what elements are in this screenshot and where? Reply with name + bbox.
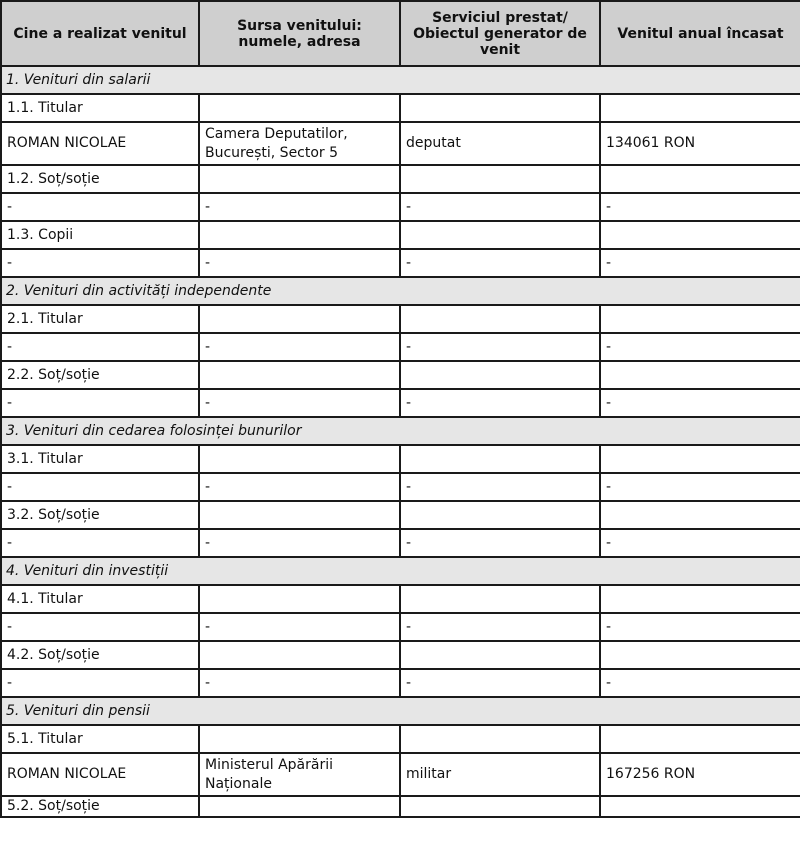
cell-source: - xyxy=(199,529,400,557)
cell-source: - xyxy=(199,613,400,641)
table-row xyxy=(1,613,800,641)
cell-who: - xyxy=(1,193,199,221)
empty-cell xyxy=(199,796,400,817)
cell-income: - xyxy=(600,613,800,641)
cell-who: - xyxy=(1,473,199,501)
empty-cell xyxy=(600,641,800,669)
table-row xyxy=(1,669,800,697)
cell-service: - xyxy=(400,389,600,417)
cell-who: - xyxy=(1,333,199,361)
empty-cell xyxy=(400,585,600,613)
empty-cell xyxy=(400,361,600,389)
cell-source: - xyxy=(199,333,400,361)
table-row xyxy=(1,193,800,221)
header-who: Cine a realizat venitul xyxy=(1,1,199,66)
subsection-label: 5.2. Soț/soție xyxy=(1,796,199,817)
empty-cell xyxy=(400,94,600,122)
cell-source: - xyxy=(199,473,400,501)
section-title: 2. Venituri din activități independente xyxy=(1,277,800,305)
cell-source: - xyxy=(199,249,400,277)
cell-source: - xyxy=(199,193,400,221)
empty-cell xyxy=(400,725,600,753)
empty-cell xyxy=(600,501,800,529)
subsection-label: 1.1. Titular xyxy=(1,94,199,122)
empty-cell xyxy=(600,585,800,613)
cell-service: - xyxy=(400,473,600,501)
cell-service: - xyxy=(400,333,600,361)
subsection-row xyxy=(1,725,800,753)
empty-cell xyxy=(400,165,600,193)
table-row xyxy=(1,122,800,165)
cell-service: - xyxy=(400,249,600,277)
table-row xyxy=(1,753,800,796)
cell-source: - xyxy=(199,389,400,417)
empty-cell xyxy=(199,725,400,753)
cell-income: - xyxy=(600,389,800,417)
empty-cell xyxy=(600,725,800,753)
empty-cell xyxy=(199,305,400,333)
cell-income: - xyxy=(600,249,800,277)
cell-income: - xyxy=(600,193,800,221)
section-row xyxy=(1,417,800,445)
header-row xyxy=(1,1,800,66)
subsection-label: 2.1. Titular xyxy=(1,305,199,333)
subsection-label: 2.2. Soț/soție xyxy=(1,361,199,389)
cell-who: ROMAN NICOLAE xyxy=(1,122,199,165)
section-title: 1. Venituri din salarii xyxy=(1,66,800,94)
cell-service: - xyxy=(400,193,600,221)
cell-service: deputat xyxy=(400,122,600,165)
table-row xyxy=(1,333,800,361)
section-row xyxy=(1,277,800,305)
empty-cell xyxy=(199,585,400,613)
table-row xyxy=(1,529,800,557)
cell-who: - xyxy=(1,249,199,277)
cell-service: - xyxy=(400,669,600,697)
cell-income: 134061 RON xyxy=(600,122,800,165)
section-row xyxy=(1,697,800,725)
cell-income: - xyxy=(600,473,800,501)
subsection-label: 4.2. Soț/soție xyxy=(1,641,199,669)
subsection-row xyxy=(1,445,800,473)
empty-cell xyxy=(400,221,600,249)
header-source: Sursa venitului: numele, adresa xyxy=(199,1,400,66)
subsection-row xyxy=(1,796,800,817)
cell-source: Ministerul Apărării Naționale xyxy=(199,753,400,796)
section-title: 5. Venituri din pensii xyxy=(1,697,800,725)
empty-cell xyxy=(600,165,800,193)
empty-cell xyxy=(600,796,800,817)
empty-cell xyxy=(199,94,400,122)
empty-cell xyxy=(600,361,800,389)
cell-income: 167256 RON xyxy=(600,753,800,796)
empty-cell xyxy=(199,641,400,669)
empty-cell xyxy=(600,94,800,122)
cell-service: - xyxy=(400,529,600,557)
subsection-row xyxy=(1,94,800,122)
subsection-label: 1.2. Soț/soție xyxy=(1,165,199,193)
cell-income: - xyxy=(600,529,800,557)
cell-service: militar xyxy=(400,753,600,796)
section-row xyxy=(1,557,800,585)
cell-who: - xyxy=(1,389,199,417)
cell-source: - xyxy=(199,669,400,697)
empty-cell xyxy=(400,501,600,529)
empty-cell xyxy=(400,796,600,817)
cell-who: - xyxy=(1,529,199,557)
subsection-row xyxy=(1,305,800,333)
empty-cell xyxy=(199,165,400,193)
subsection-label: 4.1. Titular xyxy=(1,585,199,613)
subsection-row xyxy=(1,361,800,389)
cell-who: - xyxy=(1,613,199,641)
section-row xyxy=(1,66,800,94)
cell-who: ROMAN NICOLAE xyxy=(1,753,199,796)
subsection-row xyxy=(1,165,800,193)
subsection-row xyxy=(1,641,800,669)
empty-cell xyxy=(600,445,800,473)
subsection-label: 3.2. Soț/soție xyxy=(1,501,199,529)
cell-income: - xyxy=(600,333,800,361)
table-row xyxy=(1,473,800,501)
table-row xyxy=(1,389,800,417)
table-row xyxy=(1,249,800,277)
empty-cell xyxy=(199,361,400,389)
header-service: Serviciul prestat/ Obiectul generator de venit xyxy=(400,1,600,66)
header-income: Venitul anual încasat xyxy=(600,1,800,66)
empty-cell xyxy=(600,221,800,249)
table-body xyxy=(1,66,800,817)
subsection-row xyxy=(1,585,800,613)
subsection-row xyxy=(1,221,800,249)
empty-cell xyxy=(199,501,400,529)
subsection-label: 1.3. Copii xyxy=(1,221,199,249)
cell-service: - xyxy=(400,613,600,641)
subsection-label: 3.1. Titular xyxy=(1,445,199,473)
section-title: 4. Venituri din investiții xyxy=(1,557,800,585)
cell-who: - xyxy=(1,669,199,697)
empty-cell xyxy=(600,305,800,333)
empty-cell xyxy=(400,445,600,473)
cell-source: Camera Deputatilor, București, Sector 5 xyxy=(199,122,400,165)
cell-income: - xyxy=(600,669,800,697)
empty-cell xyxy=(400,641,600,669)
subsection-label: 5.1. Titular xyxy=(1,725,199,753)
empty-cell xyxy=(400,305,600,333)
empty-cell xyxy=(199,221,400,249)
empty-cell xyxy=(199,445,400,473)
section-title: 3. Venituri din cedarea folosinței bunurilor xyxy=(1,417,800,445)
subsection-row xyxy=(1,501,800,529)
